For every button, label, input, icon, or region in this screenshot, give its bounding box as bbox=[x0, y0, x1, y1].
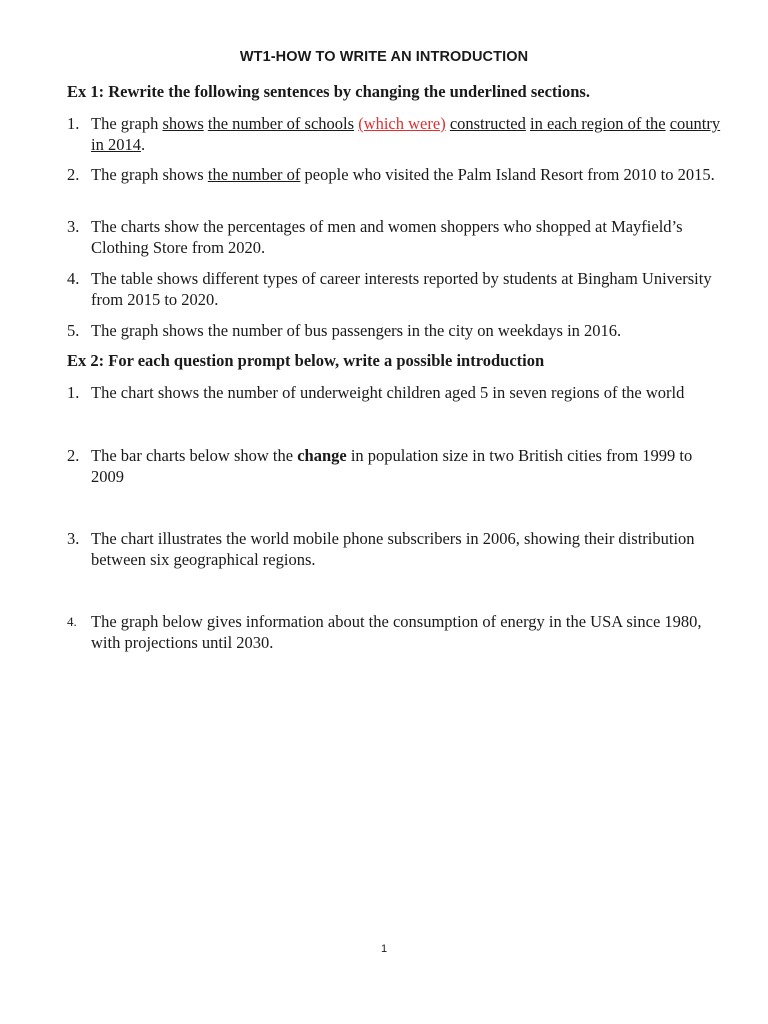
item-text: The graph shows the number of bus passengers in the city on weekdays in 2016. bbox=[91, 321, 622, 340]
ex1-item-2 bbox=[67, 164, 727, 185]
item-number: 1. bbox=[67, 114, 80, 133]
ex2-item-2 bbox=[67, 445, 727, 487]
ex2-item-1 bbox=[67, 382, 727, 403]
item-number: 4. bbox=[67, 269, 80, 288]
ex1-item-4 bbox=[67, 268, 727, 310]
ex1-heading: Ex 1: Rewrite the following sentences by changing the underlined sections. bbox=[67, 82, 590, 101]
item-number: 3. bbox=[67, 529, 80, 548]
underlined-section: constructed bbox=[449, 114, 526, 133]
item-text: The table shows different types of career interests reported by students at Bingham University from 2015 to 2020. bbox=[91, 269, 712, 309]
item-text: The chart shows the number of underweight children aged 5 in seven regions of the world bbox=[91, 383, 685, 402]
ex2-item-3 bbox=[67, 528, 727, 570]
ex2-heading: Ex 2: For each question prompt below, write a possible introduction bbox=[67, 351, 545, 370]
item-text: The graph shows the number of people who visited the Palm Island Resort from 2010 to 2015. bbox=[91, 165, 715, 184]
page-title: WT1-HOW TO WRITE AN INTRODUCTION bbox=[239, 49, 529, 65]
item-number: 1. bbox=[67, 383, 80, 402]
item-number: 5. bbox=[67, 321, 80, 340]
item-text: The chart illustrates the world mobile phone subscribers in 2006, showing their distribution between six geographical regions. bbox=[91, 529, 695, 569]
ex1-item-5 bbox=[67, 320, 727, 341]
item-number: 3. bbox=[67, 217, 80, 236]
page-number: 1 bbox=[380, 943, 388, 955]
underlined-section: in 2014 bbox=[91, 135, 141, 154]
underlined-section: the number of schools bbox=[207, 114, 355, 133]
ex1-item-1 bbox=[67, 113, 727, 155]
underlined-section-red: (which were) bbox=[358, 114, 446, 133]
item-text: The graph shows the number of schools (which were) constructed in each region of the country in 2014. bbox=[91, 114, 721, 154]
item-text: The charts show the percentages of men and women shoppers who shopped at Mayfield’s Clothing Store from 2020. bbox=[91, 217, 683, 257]
underlined-section: the number of bbox=[207, 165, 301, 184]
underlined-section: in each region of the bbox=[530, 114, 666, 133]
item-number: 2. bbox=[67, 446, 80, 465]
item-text: The graph below gives information about the consumption of energy in the USA since 1980, with projections until 2030. bbox=[91, 612, 702, 652]
item-number: 4. bbox=[67, 614, 77, 629]
ex1-item-3 bbox=[67, 216, 727, 258]
underlined-section: shows bbox=[162, 114, 204, 133]
item-text: The bar charts below show the change in population size in two British cities from 1999 to 2009 bbox=[91, 446, 693, 486]
emphasis-word: change bbox=[297, 446, 347, 465]
ex2-item-4 bbox=[67, 611, 727, 653]
underlined-section: country bbox=[669, 114, 721, 133]
item-number: 2. bbox=[67, 165, 80, 184]
